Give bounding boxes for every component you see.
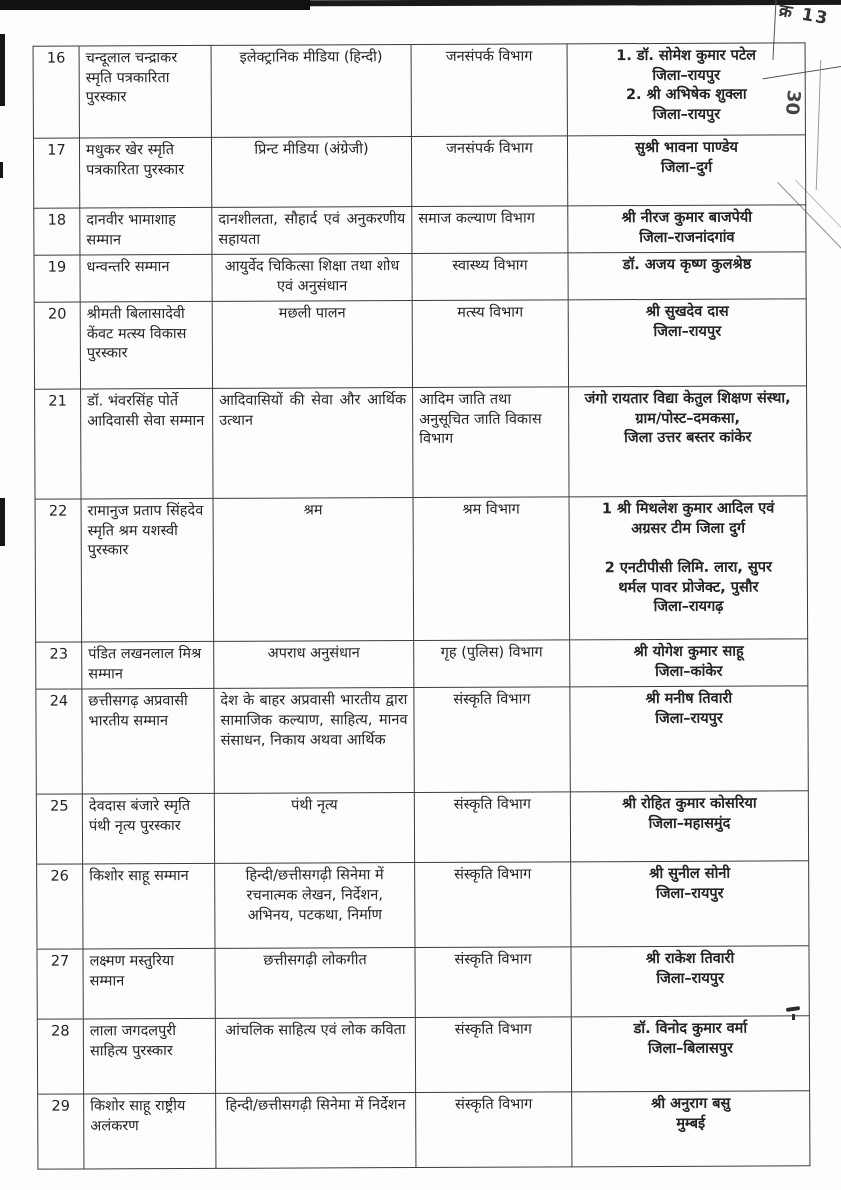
award-name-cell: दानवीर भामाशाह सम्मान xyxy=(80,207,212,255)
table-row xyxy=(38,1091,810,1169)
recipient-line: 2 एनटीपीसी लिमि. लारा, सुपर xyxy=(604,559,772,577)
recipient-line: मुम्बई xyxy=(676,1115,706,1132)
serial-cell: 26 xyxy=(37,864,83,949)
serial-cell: 16 xyxy=(33,46,79,138)
scan-artifact-left-mark xyxy=(0,498,5,546)
table-row xyxy=(36,791,808,864)
table-row xyxy=(37,861,809,949)
recipient-line: जिला–रायपुर xyxy=(652,67,721,84)
recipient-line: श्री सुनील सोनी xyxy=(649,866,731,883)
department-cell: संस्कृति विभाग xyxy=(414,792,570,863)
serial-cell: 20 xyxy=(34,302,80,389)
recipient-line: जिला–कांकेर xyxy=(655,663,723,680)
award-name-cell: देवदास बंजारे स्मृति पंथी नृत्य पुरस्कार xyxy=(82,794,214,865)
recipient-line: जिला–महासमुंद xyxy=(648,815,731,832)
recipient-line: जिला–रायपुर xyxy=(655,885,724,902)
award-name-cell: लक्ष्मण मस्तुरिया सम्मान xyxy=(83,949,215,1020)
serial-cell: 17 xyxy=(33,138,79,208)
recipient-line: जिला–राजनांदगांव xyxy=(639,229,735,246)
department-cell: संस्कृति विभाग xyxy=(415,862,571,948)
recipient-cell xyxy=(571,1016,809,1092)
handwritten-page-number: 30 xyxy=(780,89,805,116)
award-name-cell: लाला जगदलपुरी साहित्य पुरस्कार xyxy=(83,1019,215,1095)
serial-cell: 18 xyxy=(34,208,80,255)
scan-artifact-top-strip-left xyxy=(0,0,310,10)
recipient-line: श्री अनुराग बसु xyxy=(651,1096,731,1113)
award-name-cell: किशोर साहू राष्ट्रीय अलंकरण xyxy=(84,1094,216,1170)
recipient-cell xyxy=(567,135,805,206)
recipient-line: जिला–बिलासपुर xyxy=(647,1040,733,1057)
award-name-cell: डॉ. भंवरसिंह पोर्ते आदिवासी सेवा सम्मान xyxy=(81,389,213,500)
department-cell: संस्कृति विभाग xyxy=(416,1092,572,1168)
recipient-cell xyxy=(570,686,808,792)
recipient-line: जिला–रायपुर xyxy=(652,106,721,123)
award-name-cell: रामानुज प्रताप सिंहदेव स्मृति श्रम यशस्वी पुरस्कार xyxy=(81,499,214,643)
recipient-cell xyxy=(569,496,808,640)
recipient-line: जिला–रायगढ़ xyxy=(653,598,724,616)
table-row xyxy=(33,43,805,138)
serial-cell: 28 xyxy=(37,1019,83,1094)
recipient-line: श्री सुखदेव दास xyxy=(645,303,729,321)
recipient-line: 1 श्री मिथलेश कुमार आदिल एवं xyxy=(601,500,775,518)
recipient-cell xyxy=(571,946,809,1017)
department-cell: संस्कृति विभाग xyxy=(414,687,570,793)
table-row xyxy=(36,686,808,794)
awards-table-wrapper xyxy=(33,42,811,1170)
scan-artifact-left-mark xyxy=(0,162,3,178)
recipient-cell xyxy=(568,252,806,300)
recipient-cell xyxy=(568,205,806,253)
recipient-line: डॉ. अजय कृष्ण कुलश्रेष्ठ xyxy=(622,256,752,274)
recipient-line: 2. श्री अभिषेक शुक्ला xyxy=(625,86,747,104)
handwritten-note: क्र 13 xyxy=(777,0,831,30)
recipient-cell xyxy=(568,299,806,387)
field-cell: हिन्दी/छत्तीसगढ़ी सिनेमा में रचनात्मक लेखन, निर्देशन, अभिनय, पटकथा, निर्माण xyxy=(215,863,415,949)
table-row xyxy=(37,1016,809,1094)
recipient-cell xyxy=(569,386,807,497)
department-cell: समाज कल्याण विभाग xyxy=(412,206,568,254)
recipient-line: जिला–रायपुर xyxy=(656,970,724,987)
serial-cell: 23 xyxy=(36,642,82,689)
recipient-cell xyxy=(567,43,805,136)
award-name-cell: मधुकर खेर स्मृति पत्रकारिता पुरस्कार xyxy=(79,137,211,208)
department-cell: श्रम विभाग xyxy=(413,497,570,641)
recipient-line: 1. डॉ. सोमेश कुमार पटेल xyxy=(616,47,757,65)
table-row xyxy=(34,252,806,302)
recipient-line: श्री राकेश तिवारी xyxy=(645,951,735,968)
field-cell: देश के बाहर अप्रवासी भारतीय द्वारा सामाजिक कल्याण, साहित्य, मानव संसाधन, निकाय अथवा आर्थिक xyxy=(214,688,414,794)
table-row xyxy=(37,946,809,1019)
serial-cell: 22 xyxy=(35,499,82,642)
award-name-cell: श्रीमती बिलासादेवी केंवट मत्स्य विकास पुरस्कार xyxy=(80,302,212,390)
award-name-cell: चन्दूलाल चन्द्राकर स्मृति पत्रकारिता पुरस्कार xyxy=(79,45,211,138)
recipient-line: जिला–रायपुर xyxy=(653,323,722,340)
recipient-cell xyxy=(570,791,808,862)
recipient-line: श्री मनीष तिवारी xyxy=(645,691,733,708)
serial-cell: 24 xyxy=(36,689,82,794)
field-cell: दानशीलता, सौहार्द एवं अनुकरणीय सहायता xyxy=(212,207,412,255)
field-cell: श्रम xyxy=(213,498,414,642)
table-row xyxy=(34,205,806,255)
field-cell: हिन्दी/छत्तीसगढ़ी सिनेमा में निर्देशन xyxy=(216,1093,416,1169)
recipient-line: जिला–रायपुर xyxy=(655,710,723,727)
field-cell: प्रिन्ट मीडिया (अंग्रेजी) xyxy=(211,137,411,208)
table-row xyxy=(35,496,808,642)
recipient-line: थर्मल पावर प्रोजेक्ट, पुसौर xyxy=(618,579,759,596)
serial-cell: 27 xyxy=(37,949,83,1019)
recipient-line: श्री नीरज कुमार बाजपेयी xyxy=(621,209,753,227)
recipient-line: जिला–दुर्ग xyxy=(660,159,713,176)
recipient-line: ग्राम/पोस्ट–दमकसा, xyxy=(635,410,741,427)
recipient-cell xyxy=(570,639,808,687)
recipient-line: जिला उत्तर बस्तर कांकेर xyxy=(624,429,752,447)
award-name-cell: छत्तीसगढ़ अप्रवासी भारतीय सम्मान xyxy=(82,689,214,795)
recipient-cell xyxy=(571,861,809,947)
paper-edge-line xyxy=(816,60,822,190)
department-cell: संस्कृति विभाग xyxy=(415,947,571,1018)
recipient-cell xyxy=(572,1091,810,1167)
awards-table-body xyxy=(33,43,810,1170)
recipient-line: डॉ. विनोद कुमार वर्मा xyxy=(633,1020,748,1038)
scan-artifact-left-mark xyxy=(0,34,5,106)
field-cell: छत्तीसगढ़ी लोकगीत xyxy=(215,948,415,1019)
serial-cell: 29 xyxy=(38,1094,84,1169)
department-cell: आदिम जाति तथा अनुसूचित जाति विकास विभाग xyxy=(413,387,569,498)
award-name-cell: धन्वन्तरि सम्मान xyxy=(80,255,212,303)
award-name-cell: पंडित लखनलाल मिश्र सम्मान xyxy=(82,642,214,690)
field-cell: मछली पालन xyxy=(212,301,412,389)
department-cell: संस्कृति विभाग xyxy=(415,1017,571,1093)
serial-cell: 25 xyxy=(36,794,82,864)
table-row xyxy=(34,299,806,389)
table-row xyxy=(33,135,805,208)
field-cell: आयुर्वेद चिकित्सा शिक्षा तथा शोध एवं अनुसंधान xyxy=(212,254,412,302)
field-cell: आंचलिक साहित्य एवं लोक कविता xyxy=(215,1018,415,1094)
recipient-line: अग्रसर टीम जिला दुर्ग xyxy=(631,520,746,537)
department-cell: गृह (पुलिस) विभाग xyxy=(414,640,570,688)
field-cell: अपराध अनुसंधान xyxy=(214,641,414,689)
department-cell: स्वास्थ्य विभाग xyxy=(412,253,568,301)
table-row xyxy=(36,639,808,689)
field-cell: आदिवासियों की सेवा और आर्थिक उत्थान xyxy=(213,388,413,499)
department-cell: जनसंपर्क विभाग xyxy=(411,136,567,207)
recipient-line: जंगो रायतार विद्या केतुल शिक्षण संस्था, xyxy=(584,390,791,408)
table-row xyxy=(35,386,807,499)
recipient-line: श्री योगेश कुमार साहू xyxy=(633,643,744,661)
department-cell: जनसंपर्क विभाग xyxy=(411,44,567,137)
field-cell: इलेक्ट्रानिक मीडिया (हिन्दी) xyxy=(211,45,411,138)
awards-table xyxy=(33,42,811,1170)
field-cell: पंथी नृत्य xyxy=(214,793,414,864)
award-name-cell: किशोर साहू सम्मान xyxy=(83,864,215,950)
recipient-line xyxy=(576,539,801,560)
serial-cell: 21 xyxy=(35,389,81,499)
department-cell: मत्स्य विभाग xyxy=(412,300,568,388)
serial-cell: 19 xyxy=(34,255,80,302)
recipient-line: श्री रोहित कुमार कोसरिया xyxy=(622,795,757,813)
recipient-line: सुश्री भावना पाण्डेय xyxy=(635,139,738,157)
